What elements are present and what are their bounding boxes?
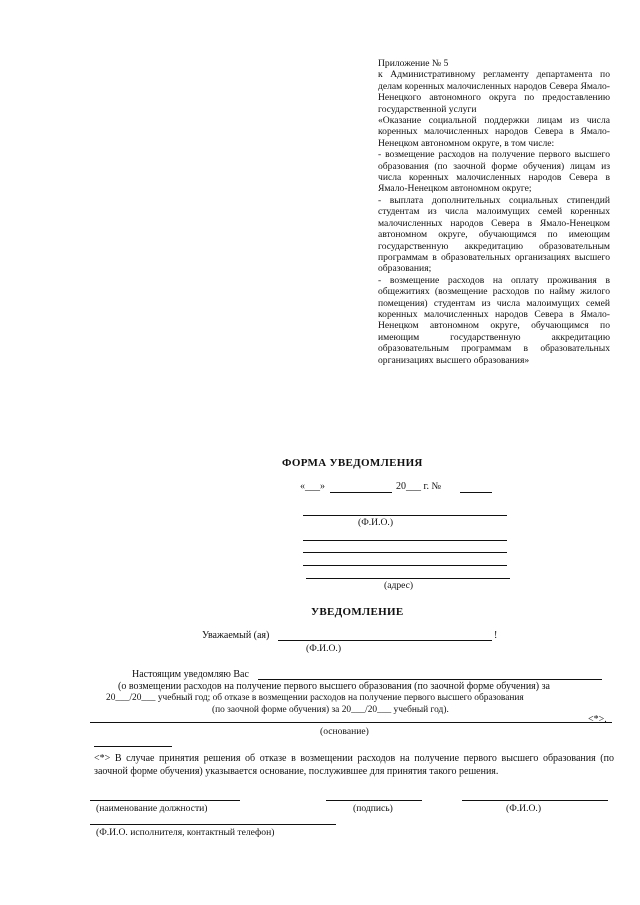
appendix-paragraph-2: «Оказание социальной поддержки лицам из числа коренных малочисленных народов Севера в Ямало-Ненецком автономном округе, в том числе: — [378, 115, 610, 149]
greeting-label: Уважаемый (ая) — [202, 630, 270, 641]
address-line-2 — [303, 552, 507, 553]
fio-caption: (Ф.И.О.) — [358, 517, 394, 528]
fio-signature-caption: (Ф.И.О.) — [506, 803, 542, 814]
basis-line — [90, 722, 612, 723]
body-line-1: (о возмещении расходов на получение первого высшего образования (по заочной форме обучения) за — [118, 681, 550, 692]
fio-signature-line — [462, 800, 608, 801]
address-line-1 — [303, 540, 507, 541]
executor-line — [90, 824, 336, 825]
appendix-heading: Приложение № 5 — [378, 58, 449, 69]
body-line-2: 20___/20___ учебный год; об отказе в возмещении расходов на получение первого высшего образования — [106, 693, 524, 703]
executor-caption: (Ф.И.О. исполнителя, контактный телефон) — [96, 827, 275, 838]
body-start: Настоящим уведомляю Вас — [132, 669, 249, 680]
form-title: ФОРМА УВЕДОМЛЕНИЯ — [282, 457, 423, 469]
signature-caption: (подпись) — [353, 803, 393, 814]
appendix-paragraph-1: к Административному регламенту департамента по делам коренных малочисленных народов Севера Ямало-Ненецкого автономного округа по предоставлению государственной услуги — [378, 69, 610, 115]
address-caption: (адрес) — [384, 580, 414, 591]
address-line-3 — [303, 565, 507, 566]
greeting-caption: (Ф.И.О.) — [306, 643, 342, 654]
body-line-3: (по заочной форме обучения) за 20___/20___ учебный год). — [212, 705, 449, 715]
appendix-paragraph-5: - возмещение расходов на оплату проживания в общежитиях (возмещение расходов по найму жилого помещения) студентам из числа малоимущих семей коренных малочисленных народов Севера в Ямало-Ненецком автономном округе, обучающимся по имеющим государственную аккредитацию образовательным программам в образовательных организациях высшего образования» — [378, 274, 610, 366]
position-caption: (наименование должности) — [96, 803, 208, 814]
appendix-paragraph-3: - возмещение расходов на получение первого высшего образования (по заочной форме обучения) лицам из числа коренных малочисленных народов Севера в Ямало-Ненецком автономном округе; — [378, 149, 610, 195]
number-line — [460, 492, 492, 493]
footnote-separator — [94, 746, 172, 747]
position-line — [90, 800, 240, 801]
date-month-line — [330, 492, 392, 493]
notice-title: УВЕДОМЛЕНИЕ — [311, 606, 404, 618]
appendix-paragraph-4: - выплата дополнительных социальных стипендий студентам из числа малоимущих семей коренных малочисленных народов Севера в Ямало-Ненецком автономном округе, обучающимся по имеющим государственную аккредитацию образовательным программам в образовательных организациях высшего образования; — [378, 194, 610, 275]
appendix-block — [378, 58, 610, 366]
footnote-mark: <*>. — [588, 714, 607, 725]
address-line-4 — [306, 578, 510, 579]
date-day: «___» — [300, 481, 325, 492]
greeting-line — [278, 640, 492, 641]
footnote-text: <*> В случае принятия решения об отказе в возмещении расходов на получение первого высшего образования (по заочной форме обучения) указывается основание, послужившее для принятия такого решения. — [94, 753, 614, 777]
greeting-exclamation: ! — [494, 630, 498, 641]
date-year-number: 20___ г. № — [396, 481, 442, 492]
basis-caption: (основание) — [320, 726, 369, 737]
signature-line — [326, 800, 422, 801]
fio-line — [303, 515, 507, 516]
body-start-line — [258, 679, 602, 680]
